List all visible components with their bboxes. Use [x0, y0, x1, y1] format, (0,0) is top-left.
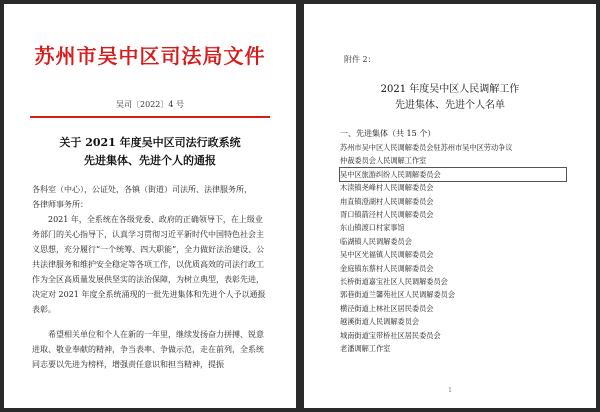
attachment-page — [304, 4, 596, 408]
paragraph-1: 2021 年，全系统在各级党委、政府的正确领导下，在上级业务部门的关心指导下，认真学习贯彻习近平新时代中国特色社会主义思想，充分履行“一个统筹、四大职能”，全力做好法治建设、公共法律服务和维护安全稳定等各项工作，以优质高效的司法行政工作为全区高质量发展供坚实的法治保障，为树立典型，表彰先进，决定对 2021 年度全系统涌现的一批先进集体和先进个人予以通报表彰。 — [32, 215, 266, 314]
list-item: 吴中区旅游纠纷人民调解委员会 — [340, 168, 566, 181]
list-title — [304, 82, 596, 114]
notice-body — [32, 182, 270, 372]
list-item: 老潘调解工作室 — [340, 344, 391, 354]
list-item: 吴中区光福镇人民调解委员会 — [340, 250, 434, 260]
addressee-line2: 各律师事务所： — [32, 200, 88, 209]
addressee-line1: 各科室（中心），公证处，各镇（街道）司法所、法律服务所， — [32, 185, 252, 194]
list-item: 越溪街道人民调解委员会 — [340, 317, 420, 327]
red-divider — [30, 116, 270, 118]
list-item: 仲裁委员会人民调解工作室 — [340, 156, 427, 166]
unit-list — [340, 141, 566, 356]
notice-title-line2: 先进集体、先进个人的通报 — [84, 154, 216, 167]
notice-title — [4, 134, 296, 170]
list-item: 金庭镇东蔡村人民调解委员会 — [340, 263, 434, 273]
list-item: 东山镇渡口村家事馆 — [340, 223, 405, 233]
list-item: 城南街道宝带桥社区居民委员会 — [340, 330, 441, 340]
list-title-line2: 先进集体、先进个人名单 — [395, 100, 505, 111]
list-item: 郭巷街道兰馨苑社区人民调解委员会 — [340, 290, 456, 300]
notice-page — [4, 4, 296, 408]
page-number: 1 — [448, 387, 452, 394]
list-item: 木渎镇尧峰村人民调解委员会 — [340, 183, 434, 193]
list-item: 胥口镇箭泾村人民调解委员会 — [340, 210, 434, 220]
paragraph-2: 希望相关单位和个人在新的一年里，继续发扬奋力拼搏、锐意进取、敬业奉献的精神，争当表率、争做示范，走在前列，全系统同志要以先进为榜样，增强责任意识和担当精神，提振 — [32, 330, 264, 369]
notice-title-line1: 关于 2021 年度吴中区司法行政系统 — [59, 136, 241, 149]
list-item: 长桥街道嘉宝社区人民调解委员会 — [340, 277, 448, 287]
list-item: 横泾街道上林社区居民委员会 — [340, 303, 434, 313]
list-item: 苏州市吴中区人民调解委员会驻苏州市吴中区劳动争议 — [340, 143, 513, 152]
list-item: 临湖镇人民调解委员会 — [340, 236, 412, 246]
document-header: 苏州市吴中区司法局文件 — [34, 44, 266, 68]
list-item: 甪直镇澄湖村人民调解委员会 — [340, 196, 434, 206]
section-heading: 一、先进集体（共 15 个） — [340, 129, 436, 138]
document-number: 吴司〔2022〕4 号 — [116, 100, 184, 109]
attachment-label: 附件 2： — [344, 55, 376, 64]
list-title-line1: 2021 年度吴中区人民调解工作 — [380, 84, 520, 95]
